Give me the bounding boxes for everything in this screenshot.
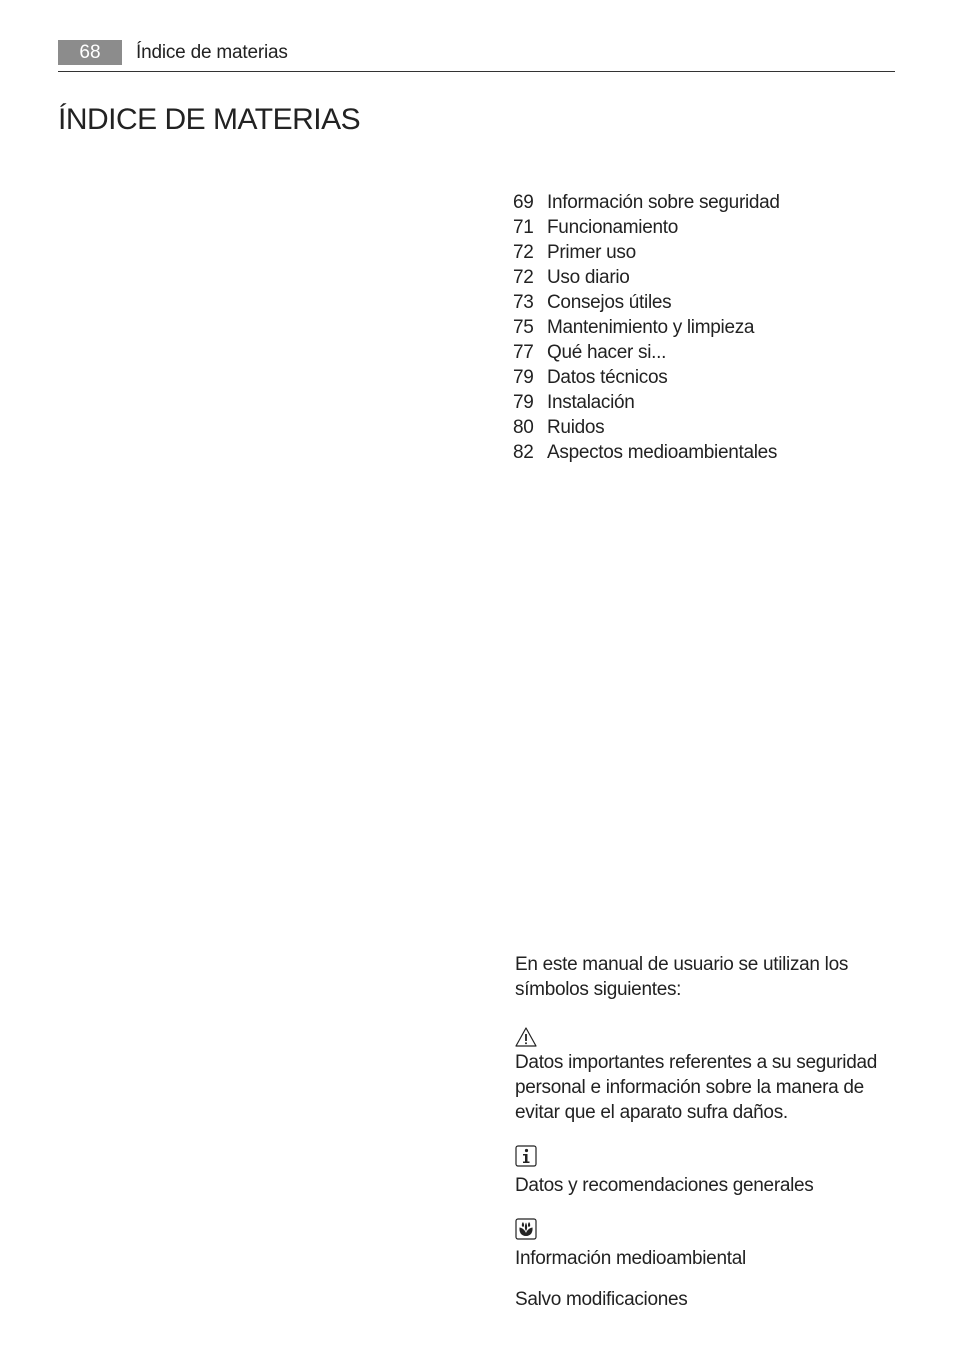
warning-triangle-icon	[515, 1026, 537, 1048]
toc-item[interactable]	[513, 415, 780, 440]
toc-item[interactable]	[513, 390, 780, 415]
warning-description: Datos importantes referentes a su seguridad personal e información sobre la manera de evitar que el aparato sufra daños.	[515, 1052, 878, 1123]
toc-label: Consejos útiles	[547, 292, 672, 313]
toc-page-number: 82	[513, 442, 534, 463]
table-of-contents	[513, 190, 780, 465]
toc-label: Información sobre seguridad	[547, 192, 780, 213]
page-header	[58, 40, 895, 72]
header-section-title: Índice de materias	[136, 42, 288, 63]
toc-label: Mantenimiento y limpieza	[547, 317, 755, 338]
toc-item[interactable]	[513, 190, 780, 215]
page-title: ÍNDICE DE MATERIAS	[58, 103, 361, 136]
toc-label: Datos técnicos	[547, 367, 668, 388]
toc-page-number: 73	[513, 292, 534, 313]
toc-item[interactable]	[513, 240, 780, 265]
toc-label: Primer uso	[547, 242, 636, 263]
symbols-legend	[515, 952, 895, 1312]
toc-page-number: 80	[513, 417, 534, 438]
toc-item[interactable]	[513, 365, 780, 390]
toc-item[interactable]	[513, 215, 780, 240]
toc-item[interactable]	[513, 440, 780, 465]
info-description: Datos y recomendaciones generales	[515, 1175, 814, 1196]
toc-page-number: 77	[513, 342, 534, 363]
toc-label: Qué hacer si...	[547, 342, 667, 363]
toc-item[interactable]	[513, 315, 780, 340]
symbols-intro: En este manual de usuario se utilizan los símbolos siguientes:	[515, 954, 849, 1000]
toc-page-number: 69	[513, 192, 534, 213]
reservation-note: Salvo modificaciones	[515, 1289, 688, 1310]
toc-page-number: 75	[513, 317, 534, 338]
toc-item[interactable]	[513, 290, 780, 315]
toc-page-number: 79	[513, 367, 534, 388]
toc-label: Ruidos	[547, 417, 605, 438]
environment-description: Información medioambiental	[515, 1248, 746, 1269]
toc-page-number: 71	[513, 217, 534, 238]
toc-item[interactable]	[513, 340, 780, 365]
toc-page-number: 79	[513, 392, 534, 413]
environment-icon	[515, 1218, 537, 1240]
toc-label: Uso diario	[547, 267, 630, 288]
toc-label: Instalación	[547, 392, 635, 413]
toc-label: Funcionamiento	[547, 217, 678, 238]
toc-page-number: 72	[513, 267, 534, 288]
page-number: 68	[58, 40, 122, 65]
info-icon	[515, 1145, 537, 1167]
toc-item[interactable]	[513, 265, 780, 290]
toc-page-number: 72	[513, 242, 534, 263]
toc-label: Aspectos medioambientales	[547, 442, 778, 463]
